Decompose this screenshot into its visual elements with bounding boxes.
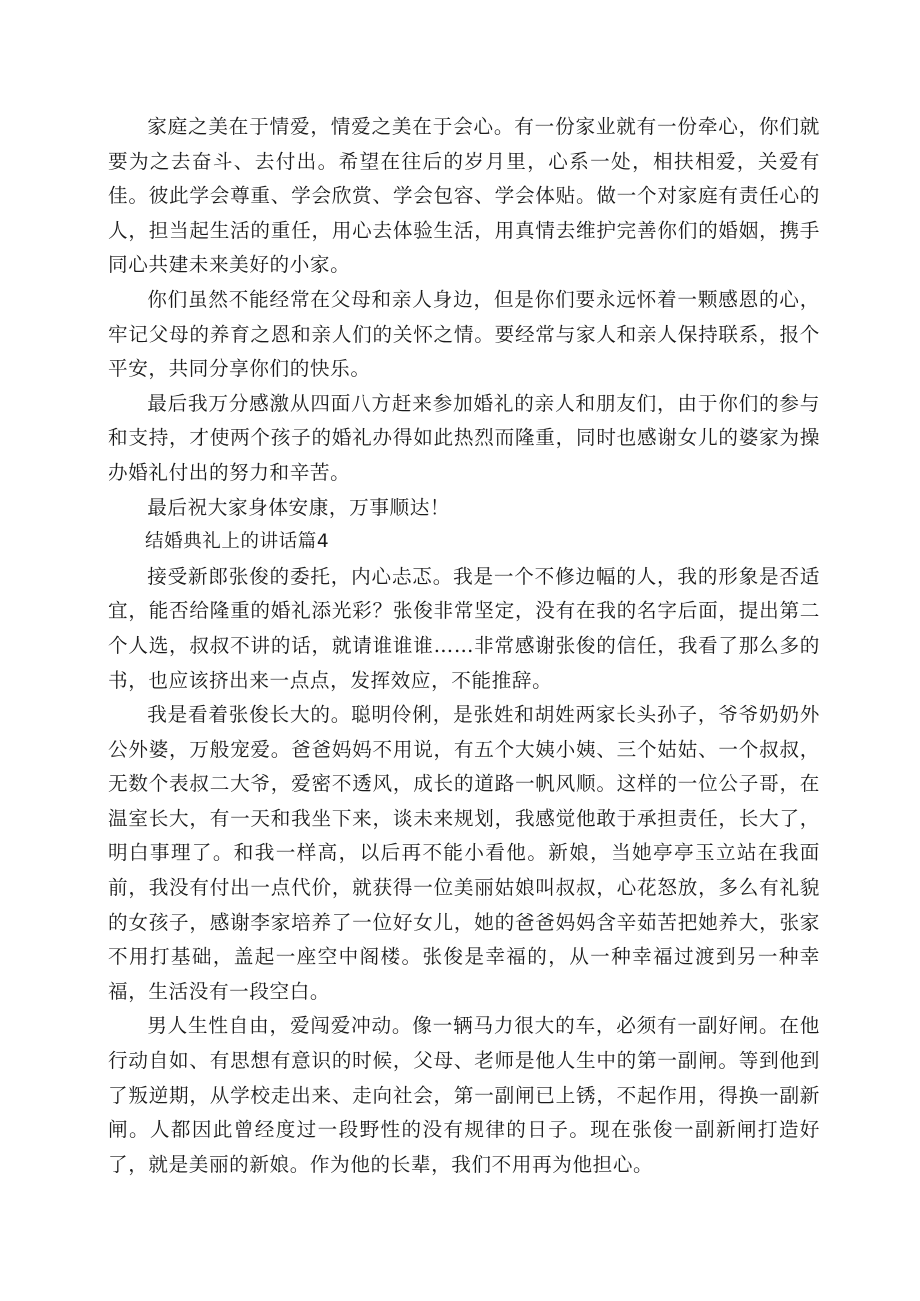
paragraph-entrusted: 接受新郎张俊的委托，内心忐忑。我是一个不修边幅的人，我的形象是否适宜，能否给隆重的婚礼添光彩？张俊非常坚定，没有在我的名字后面，提出第二个人选，叔叔不讲的话，就请谁谁谁……非常感谢张俊的信任，我看了那么多的书，也应该挤出来一点点，发挥效应，不能推辞。 [108,564,820,692]
paragraph-growing-up: 我是看着张俊长大的。聪明伶俐，是张姓和胡姓两家长头孙子，爷爷奶奶外公外婆，万般宠爱。爸爸妈妈不用说，有五个大姨小姨、三个姑姑、一个叔叔，无数个表叔二大爷，爱密不透风，成长的道路一帆风顺。这样的一位公子哥，在温室长大，有一天和我坐下来，谈未来规划，我感觉他敢于承担责任，长大了，明白事理了。和我一样高，以后再不能小看他。新娘，当她亭亭玉立站在我面前，我没有付出一点代价，就获得一位美丽姑娘叫叔叔，心花怒放，多么有礼貌的女孩子，感谢李家培养了一位好女儿，她的爸爸妈妈含辛茹苦把她养大，张家不用打基础，盖起一座空中阁楼。张俊是幸福的，从一种幸福过渡到另一种幸福，生活没有一段空白。 [108,703,820,1003]
paragraph-gratitude: 你们虽然不能经常在父母和亲人身边，但是你们要永远怀着一颗感恩的心，牢记父母的养育之恩和亲人们的关怀之情。要经常与家人和亲人保持联系，报个平安，共同分享你们的快乐。 [108,287,820,381]
paragraph-blessing: 最后祝大家身体安康，万事顺达！ [147,495,451,519]
paragraph-brakes: 男人生性自由，爱闯爱冲动。像一辆马力很大的车，必须有一副好闸。在他行动自如、有思想有意识的时候，父母、老师是他人生中的第一副闸。等到他到了叛逆期，从学校走出来、走向社会，第一副闸已上锈，不起作用，得换一副新闸。人都因此曾经度过一段野性的没有规律的日子。现在张俊一副新闸打造好了，就是美丽的新娘。作为他的长辈，我们不用再为他担心。 [108,1014,820,1176]
section-heading: 结婚典礼上的讲话篇4 [145,531,330,553]
paragraph-thanks-guests: 最后我万分感激从四面八方赶来参加婚礼的亲人和朋友们，由于你们的参与和支持，才使两个孩子的婚礼办得如此热烈而隆重，同时也感谢女儿的婆家为操办婚礼付出的努力和辛苦。 [108,391,820,484]
document-body [108,110,820,1182]
paragraph-family-beauty: 家庭之美在于情爱，情爱之美在于会心。有一份家业就有一份牵心，你们就要为之去奋斗、去付出。希望在往后的岁月里，心系一处，相扶相爱，关爱有佳。彼此学会尊重、学会欣赏、学会包容、学会体贴。做一个对家庭有责任心的人，担当起生活的重任，用心去体验生活，用真情去维护完善你们的婚姻，携手同心共建未来美好的小家。 [108,115,820,277]
